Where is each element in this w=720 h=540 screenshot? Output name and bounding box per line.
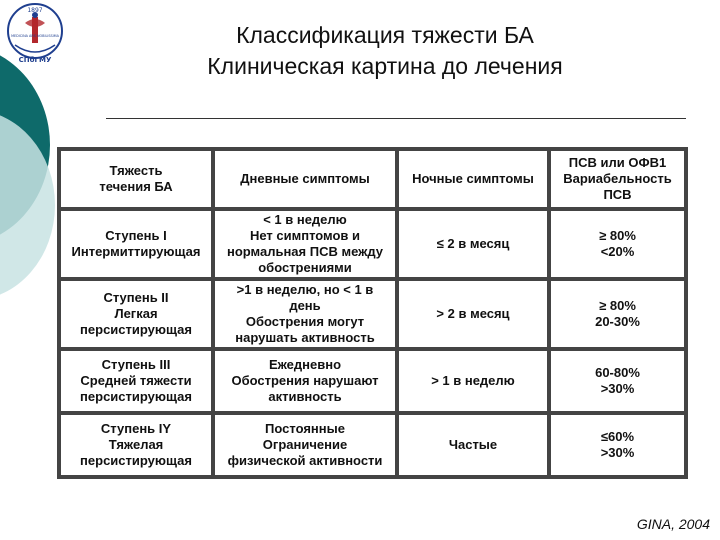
table-header-row [59,149,686,209]
logo-abbrev: СПбГМУ [18,56,52,64]
table-row [59,349,686,413]
source-citation: GINA, 2004 [636,516,710,532]
night-symptoms-cell: ≤ 2 в месяц [397,209,549,279]
day-symptoms-cell: < 1 в неделю Нет симптомов и нормальная ПСВ между обострениями [213,209,397,279]
table-row [59,209,686,279]
night-symptoms-cell: > 2 в месяц [397,279,549,349]
day-symptoms-cell: Постоянные Ограничение физической активности [213,413,397,477]
title-divider [106,118,686,119]
pef-cell: 60-80% >30% [549,349,686,413]
table-row [59,413,686,477]
logo-year: 1897 [27,7,43,14]
logo-motto: MEDICINA ARS NOBILISSIMA [11,34,59,38]
asthma-severity-table [57,147,688,479]
university-logo [1,1,71,65]
pef-cell: ≥ 80% <20% [549,209,686,279]
night-symptoms-cell: > 1 в неделю [397,349,549,413]
pef-cell: ≥ 80% 20-30% [549,279,686,349]
severity-cell: Ступень II Легкая персистирующая [59,279,213,349]
header-day-symptoms: Дневные симптомы [213,149,397,209]
logo-emblem-icon [1,1,71,65]
day-symptoms-cell: >1 в неделю, но < 1 в день Обострения могут нарушать активность [213,279,397,349]
header-night-symptoms: Ночные симптомы [397,149,549,209]
pef-cell: ≤60% >30% [549,413,686,477]
night-symptoms-cell: Частые [397,413,549,477]
severity-cell: Ступень IY Тяжелая персистирующая [59,413,213,477]
header-severity: Тяжесть течения БА [59,149,213,209]
title-line-1: Классификация тяжести БА [236,22,534,48]
title-line-2: Клиническая картина до лечения [207,53,563,79]
slide-title [100,20,670,82]
table-row [59,279,686,349]
severity-cell: Ступень I Интермиттирующая [59,209,213,279]
header-pef: ПСВ или ОФВ1 Вариабельность ПСВ [549,149,686,209]
severity-cell: Ступень III Средней тяжести персистирующая [59,349,213,413]
day-symptoms-cell: Ежедневно Обострения нарушают активность [213,349,397,413]
